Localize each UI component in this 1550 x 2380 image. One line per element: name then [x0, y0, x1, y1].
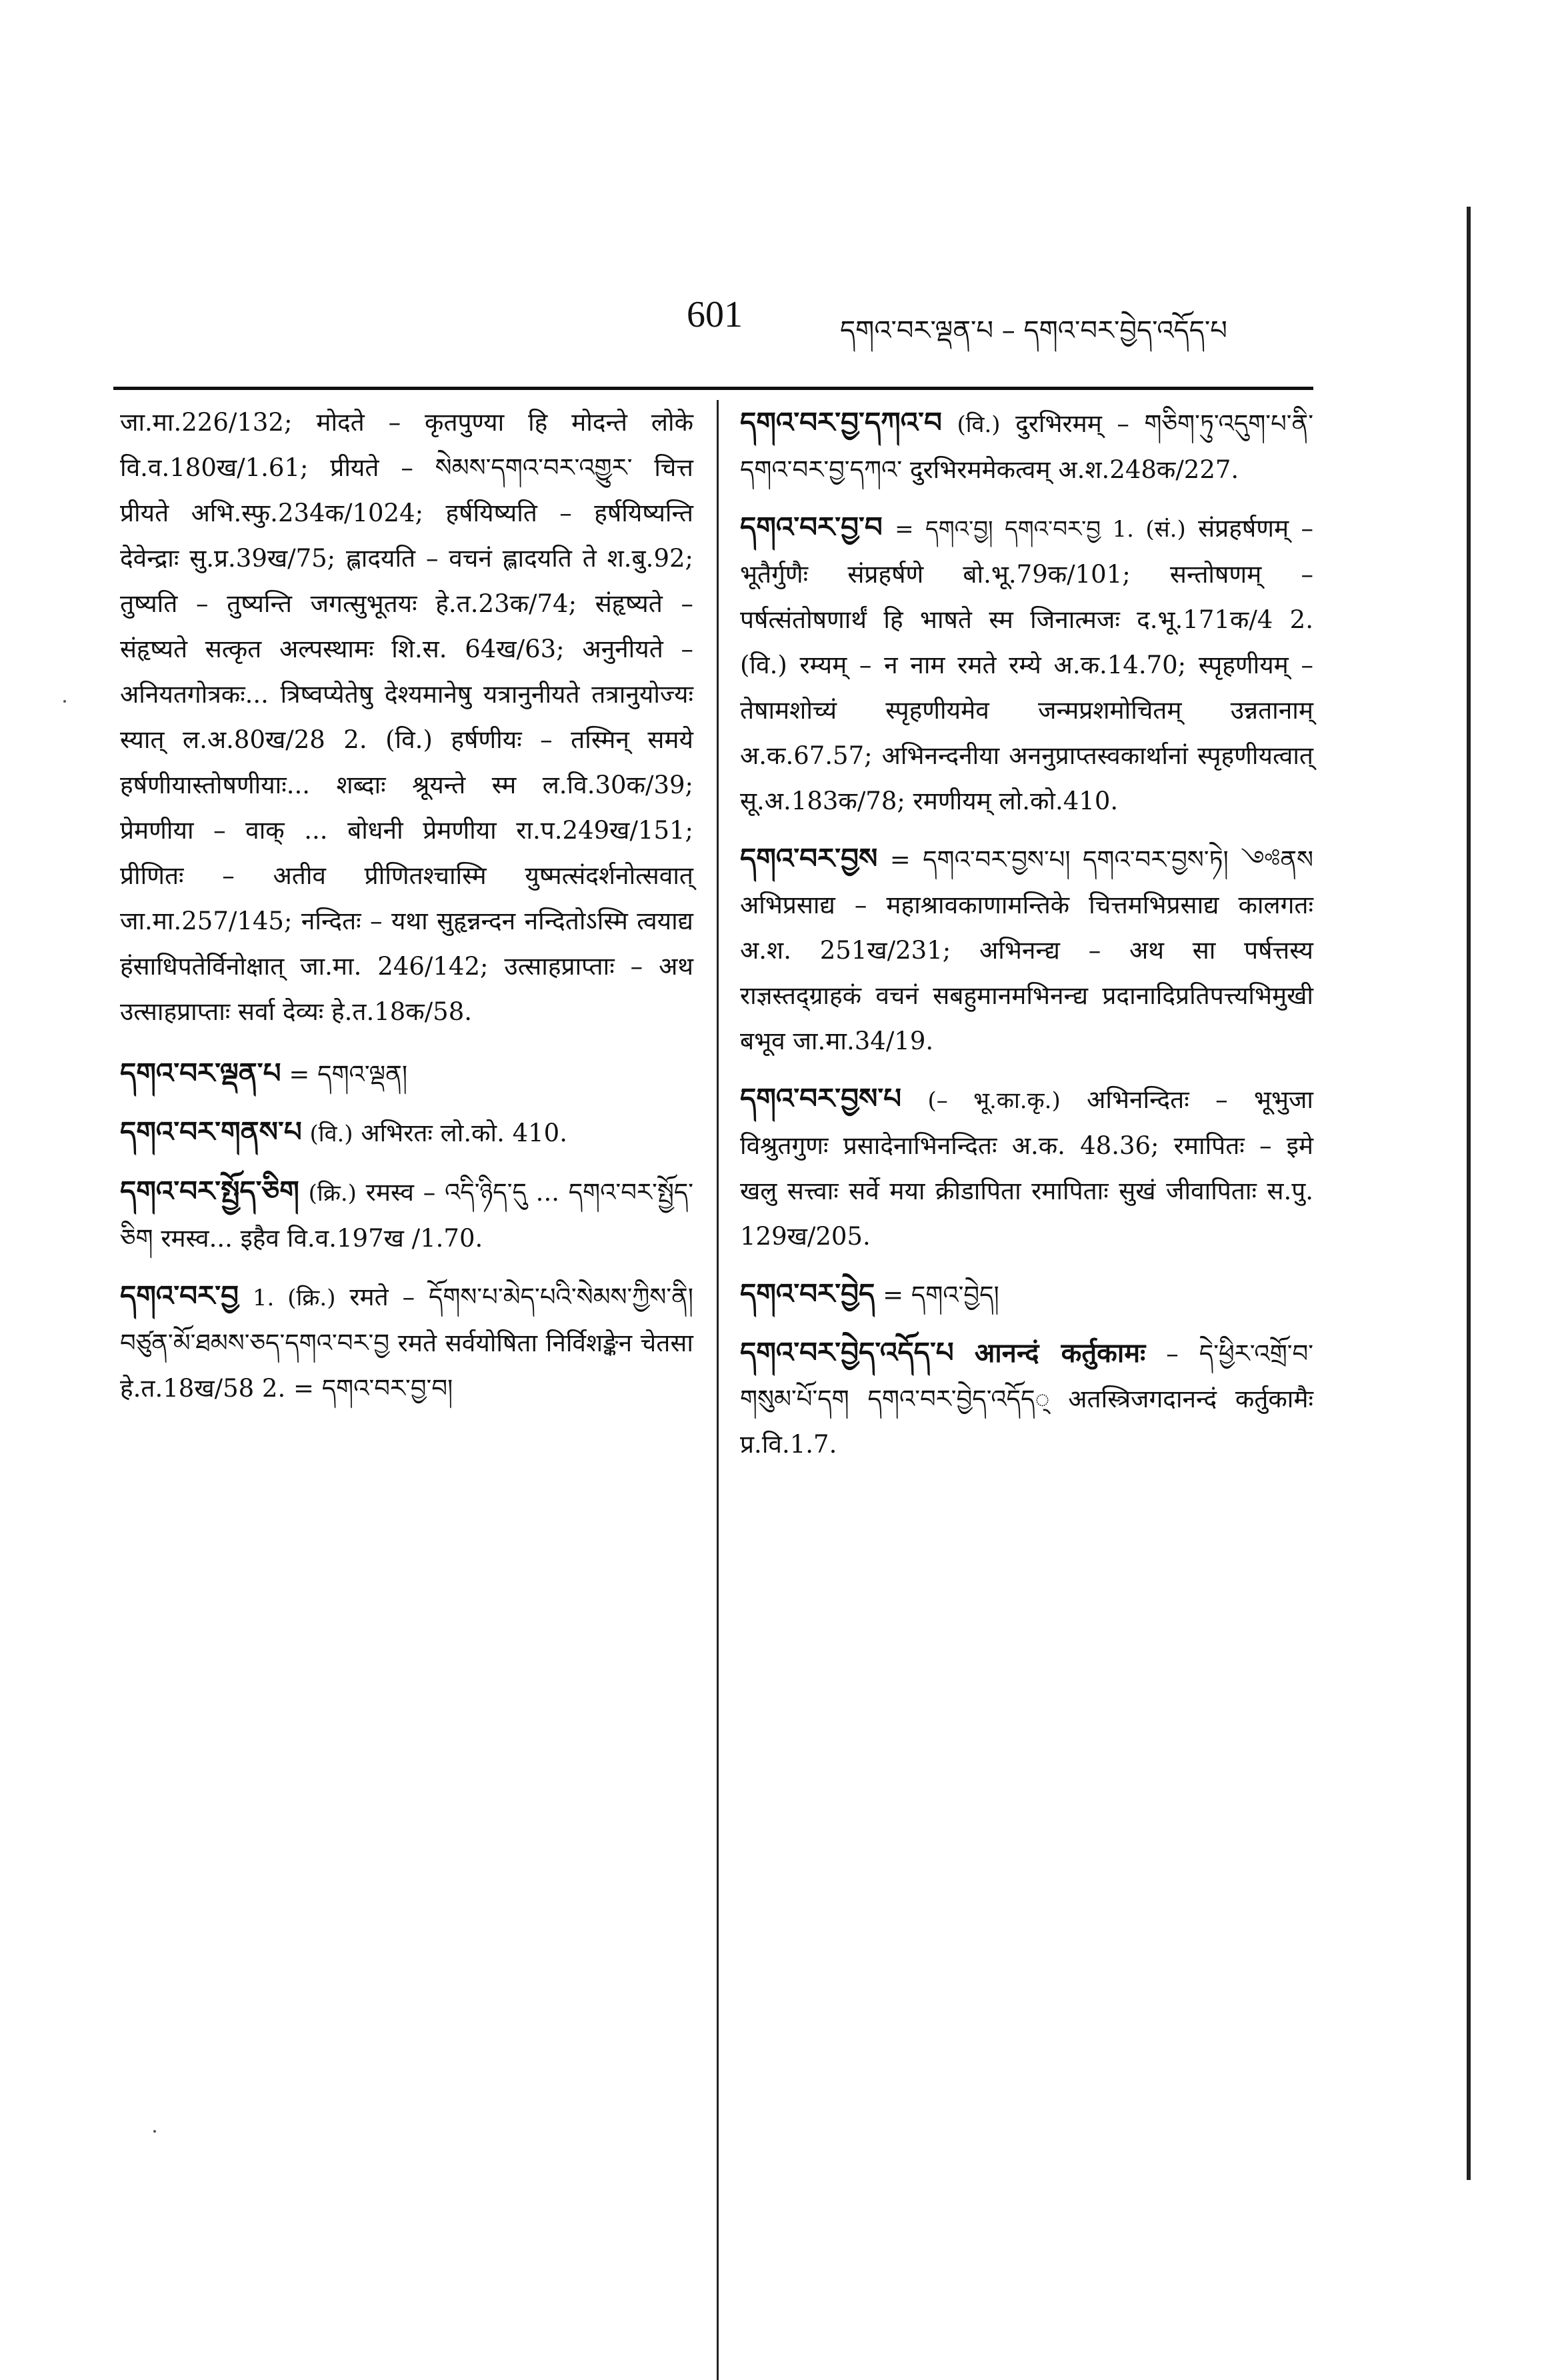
dictionary-entry: [740, 836, 1313, 1064]
page-number: 601: [687, 294, 743, 335]
left-column: [120, 400, 693, 1423]
entry-grammar: (क्रि.): [308, 1180, 357, 1207]
entry-headword: དགའ་བར་བྱས་པ: [740, 1082, 902, 1115]
entry-headword: དགའ་བར་བྱས: [740, 842, 878, 875]
entry-body: दुरभिरमम् – གཅིག་ཏུ་འདུག་པ་ནི་དགའ་བར་བྱ་དཀའ་ दुरभिरममेकत्वम् अ.श.248क/227.: [740, 409, 1314, 484]
entry-headword: དགའ་བར་བྱ་དཀའ་བ: [740, 406, 942, 439]
entry-headword: དགའ་བར་བྱ་བ: [740, 511, 883, 543]
dictionary-entry: [740, 400, 1313, 493]
entry-headword: དགའ་བར་སྤྱོད་ཅིག: [120, 1175, 299, 1207]
entry-headword: དགའ་བར་ལྡན་པ: [120, 1057, 281, 1089]
dictionary-entry: [740, 505, 1313, 824]
scan-speck: [63, 700, 66, 703]
entry-grammar: आनन्दं कर्तुकामः: [974, 1337, 1146, 1369]
dictionary-entry: [740, 1271, 1313, 1318]
right-column: [740, 400, 1313, 1479]
entry-headword: དགའ་བར་གནས་པ: [120, 1115, 302, 1148]
page-header: [113, 293, 1353, 353]
entry-grammar: (वि.): [309, 1121, 353, 1147]
dictionary-entry: [740, 1076, 1313, 1259]
dictionary-entry: [120, 1109, 693, 1157]
entry-body: रमस्व – འདི་ཉིད་དུ ... དགའ་བར་སྤྱོད་ཅིག रमस्व... इहैव वि.व.197ख /1.70.: [120, 1178, 694, 1253]
dictionary-entry: [120, 1051, 693, 1097]
entry-headword: དགའ་བར་བྱ: [120, 1279, 239, 1312]
column-divider: [717, 400, 719, 2380]
entry-headword: དགའ་བར་བྱེད་འདོད་པ: [740, 1336, 954, 1369]
entry-body: – དེ་ཕྱིར་འགྲོ་བ་གསུམ་པོ་དག དགའ་བར་བྱེད་འདོད् अतस्त्रिजगदानन्दं कर्तुकामैः प्र.वि.1.7.: [740, 1339, 1314, 1459]
dictionary-entry: [120, 1169, 693, 1261]
entry-body: = དགའ་ལྡན།: [289, 1060, 408, 1089]
continued-entry-text: जा.मा.226/132; मोदते – कृतपुण्या हि मोदन्ते लोके वि.व.180ख/1.61; प्रीयते – སེམས་དགའ་བར་འགྱུར་ चित्त प्रीयते अभि.स्फु.234क/1024; हर्षयिष्यति – हर्षयिष्यन्ति देवेन्द्राः सु.प्र.39ख/75; ह्लादयति – वचनं ह्लादयति ते श.बु.92; तुष्यति – तुष्यन्ति जगत्सुभूतयः हे.त.23क/74; संहृष्यते – संहृष्यते सत्कृत अल्पस्थामः शि.स. 64ख/63; अनुनीयते – अनियतगोत्रकः... त्रिष्वप्येतेषु देश्यमानेषु यत्रानुनीयते तत्रानुयोज्यः स्यात् ल.अ.80ख/28 2. (वि.) हर्षणीयः – तस्मिन् समये हर्षणीयास्तोषणीयाः... शब्दाः श्रूयन्ते स्म ल.वि.30क/39; प्रेमणीया – वाक् ... बोधनी प्रेमणीया रा.प.249ख/151; प्रीणितः – अतीव प्रीणितश्चास्मि युष्मत्संदर्शनोत्सवात् जा.मा.257/145; नन्दितः – यथा सुहृन्नन्दन नन्दितोऽस्मि त्वयाद्य हंसाधिपतेर्विनोक्षात् जा.मा. 246/142; उत्साहप्राप्ताः – अथ उत्साहप्राप्ताः सर्वा देव्यः हे.त.18क/58.: [120, 408, 693, 1026]
entry-grammar: (– भू.का.कृ.): [927, 1087, 1061, 1114]
entry-body: अभिनन्दितः – भूभुजा विश्रुतगुणः प्रसादेनाभिनन्दितः अ.क. 48.36; रमापितः – इमे खलु सत्त्वाः सर्वे मया क्रीडापिता रमापिताः सुखं जीवापिताः स.पु. 129ख/205.: [740, 1085, 1313, 1251]
entry-grammar: = དགའ་བྱ། དགའ་བར་བྱ 1. (सं.): [895, 516, 1186, 543]
header-rule: [113, 387, 1313, 390]
entry-body: = དགའ་བར་བྱས་པ། དགའ་བར་བྱས་ཏེ། ༺ནས अभिप्रसाद्य – महाश्रावकाणामन्तिके चित्तमभिप्रसाद्य कालगतः अ.श. 251ख/231; अभिनन्द्य – अथ सा पर्षत्तस्य राज्ञस्तद्ग्राहकं वचनं सबहुमानमभिनन्द्य प्रदानादिप्रतिपत्त्यभिमुखी बभूव जा.मा.34/19.: [740, 845, 1314, 1055]
scan-speck: [153, 2130, 156, 2133]
entry-grammar: (वि.): [957, 411, 1001, 438]
entry-body: रमते – དོགས་པ་མེད་པའི་སེམས་ཀྱིས་ནི། བཙུན་མོ་ཐམས་ཅད་དགའ་བར་བྱ रमते सर्वयोषिता निर्विशङ्केन चेतसा हे.त.18ख/58 2. = དགའ་བར་བྱ་བ།: [120, 1283, 693, 1403]
entry-headword: དགའ་བར་བྱེད: [740, 1277, 875, 1310]
entry-grammar: 1. (क्रि.): [252, 1285, 336, 1311]
running-head: དགའ་བར་ལྡན་པ – དགའ་བར་བྱེད་འདོད་པ: [840, 315, 1227, 346]
entry-body: अभिरतः लो.को. 410.: [361, 1119, 567, 1147]
dictionary-entry: [120, 1273, 693, 1411]
page-edge-line: [1467, 207, 1471, 2180]
entry-body: = དགའ་བྱེད།: [883, 1281, 999, 1309]
dictionary-entry: [740, 1330, 1313, 1467]
entry-body: संप्रहर्षणम् – भूतैर्गुणैः संप्रहर्षणे बो.भू.79क/101; सन्तोषणम् – पर्षत्संतोषणार्थं हि भाषते स्म जिनात्मजः द.भू.171क/4 2. (वि.) रम्यम् – न नाम रमते रम्ये अ.क.14.70; स्पृहणीयम् – तेषामशोच्यं स्पृहणीयमेव जन्मप्रशमोचितम् उन्नतानाम् अ.क.67.57; अभिनन्दनीया अननुप्राप्तस्वकार्थानां स्पृहणीयत्वात् सू.अ.183क/78; रमणीयम् लो.को.410.: [740, 514, 1313, 815]
